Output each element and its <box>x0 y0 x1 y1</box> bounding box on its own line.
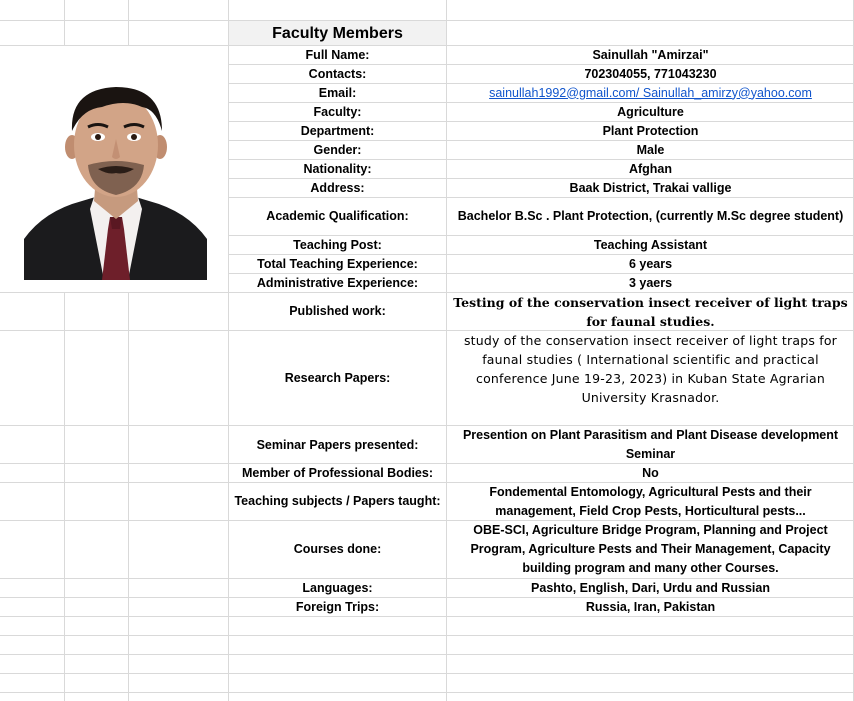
value-academic-qualification: Bachelor B.Sc . Plant Protection, (currently M.Sc degree student) <box>457 209 844 223</box>
label-teaching-post: Teaching Post: <box>293 237 382 252</box>
label-published-work: Published work: <box>289 304 386 318</box>
value-professional-bodies: No <box>642 465 659 480</box>
label-courses-done: Courses done: <box>293 542 382 556</box>
email-link[interactable]: sainullah1992@gmail.com/ Sainullah_amirzy@yahoo.com <box>489 85 812 100</box>
label-academic-qualification: Academic Qualification: <box>266 209 409 223</box>
value-nationality: Afghan <box>628 161 673 176</box>
value-research-papers: study of the conservation insect receiver of light traps for faunal studies ( International scientific and practical conference June 19-23, 2023) in Kuban State Agrarian University Krasnador. <box>463 333 838 405</box>
value-published-work: Testing of the conservation insect receiver of light traps for faunal studies. <box>453 294 848 329</box>
value-seminar-papers: Presention on Plant Parasitism and Plant Disease development Seminar <box>462 427 839 461</box>
value-contacts: 702304055, 771043230 <box>584 66 717 81</box>
label-address: Address: <box>310 180 365 195</box>
label-professional-bodies: Member of Professional Bodies: <box>241 465 433 480</box>
label-languages: Languages: <box>302 580 373 595</box>
label-seminar-papers: Seminar Papers presented: <box>256 438 419 452</box>
value-total-teaching-experience: 6 years <box>628 256 673 271</box>
label-teaching-subjects: Teaching subjects / Papers taught: <box>234 494 441 508</box>
label-total-teaching-experience: Total Teaching Experience: <box>257 256 418 271</box>
value-department: Plant Protection <box>602 123 699 138</box>
label-contacts: Contacts: <box>308 66 367 81</box>
value-gender: Male <box>636 142 665 157</box>
label-foreign-trips: Foreign Trips: <box>295 599 380 614</box>
value-languages: Pashto, English, Dari, Urdu and Russian <box>531 580 770 595</box>
label-full-name: Full Name: <box>305 47 370 62</box>
value-address: Baak District, Trakai vallige <box>569 180 732 195</box>
value-teaching-subjects: Fondemental Entomology, Agricultural Pests and their management, Field Crop Pests, Horticultural pests... <box>489 484 812 518</box>
label-email: Email: <box>318 85 357 100</box>
label-administrative-experience: Administrative Experience: <box>256 275 419 290</box>
value-full-name: Sainullah "Amirzai" <box>592 47 709 62</box>
label-gender: Gender: <box>313 142 362 157</box>
portrait-photo <box>24 79 207 280</box>
label-department: Department: <box>300 123 375 138</box>
page-title: Faculty Members <box>272 25 403 42</box>
label-faculty: Faculty: <box>313 104 362 119</box>
label-nationality: Nationality: <box>303 161 372 176</box>
value-administrative-experience: 3 yaers <box>628 275 673 290</box>
value-courses-done: OBE-SCI, Agriculture Bridge Program, Planning and Project Program, Agriculture Pests and Their Management, Capacity building program and many other Courses. <box>470 523 831 575</box>
label-research-papers: Research Papers: <box>284 370 391 385</box>
value-faculty: Agriculture <box>617 104 684 119</box>
value-foreign-trips: Russia, Iran, Pakistan <box>585 599 716 614</box>
value-teaching-post: Teaching Assistant <box>593 237 708 252</box>
